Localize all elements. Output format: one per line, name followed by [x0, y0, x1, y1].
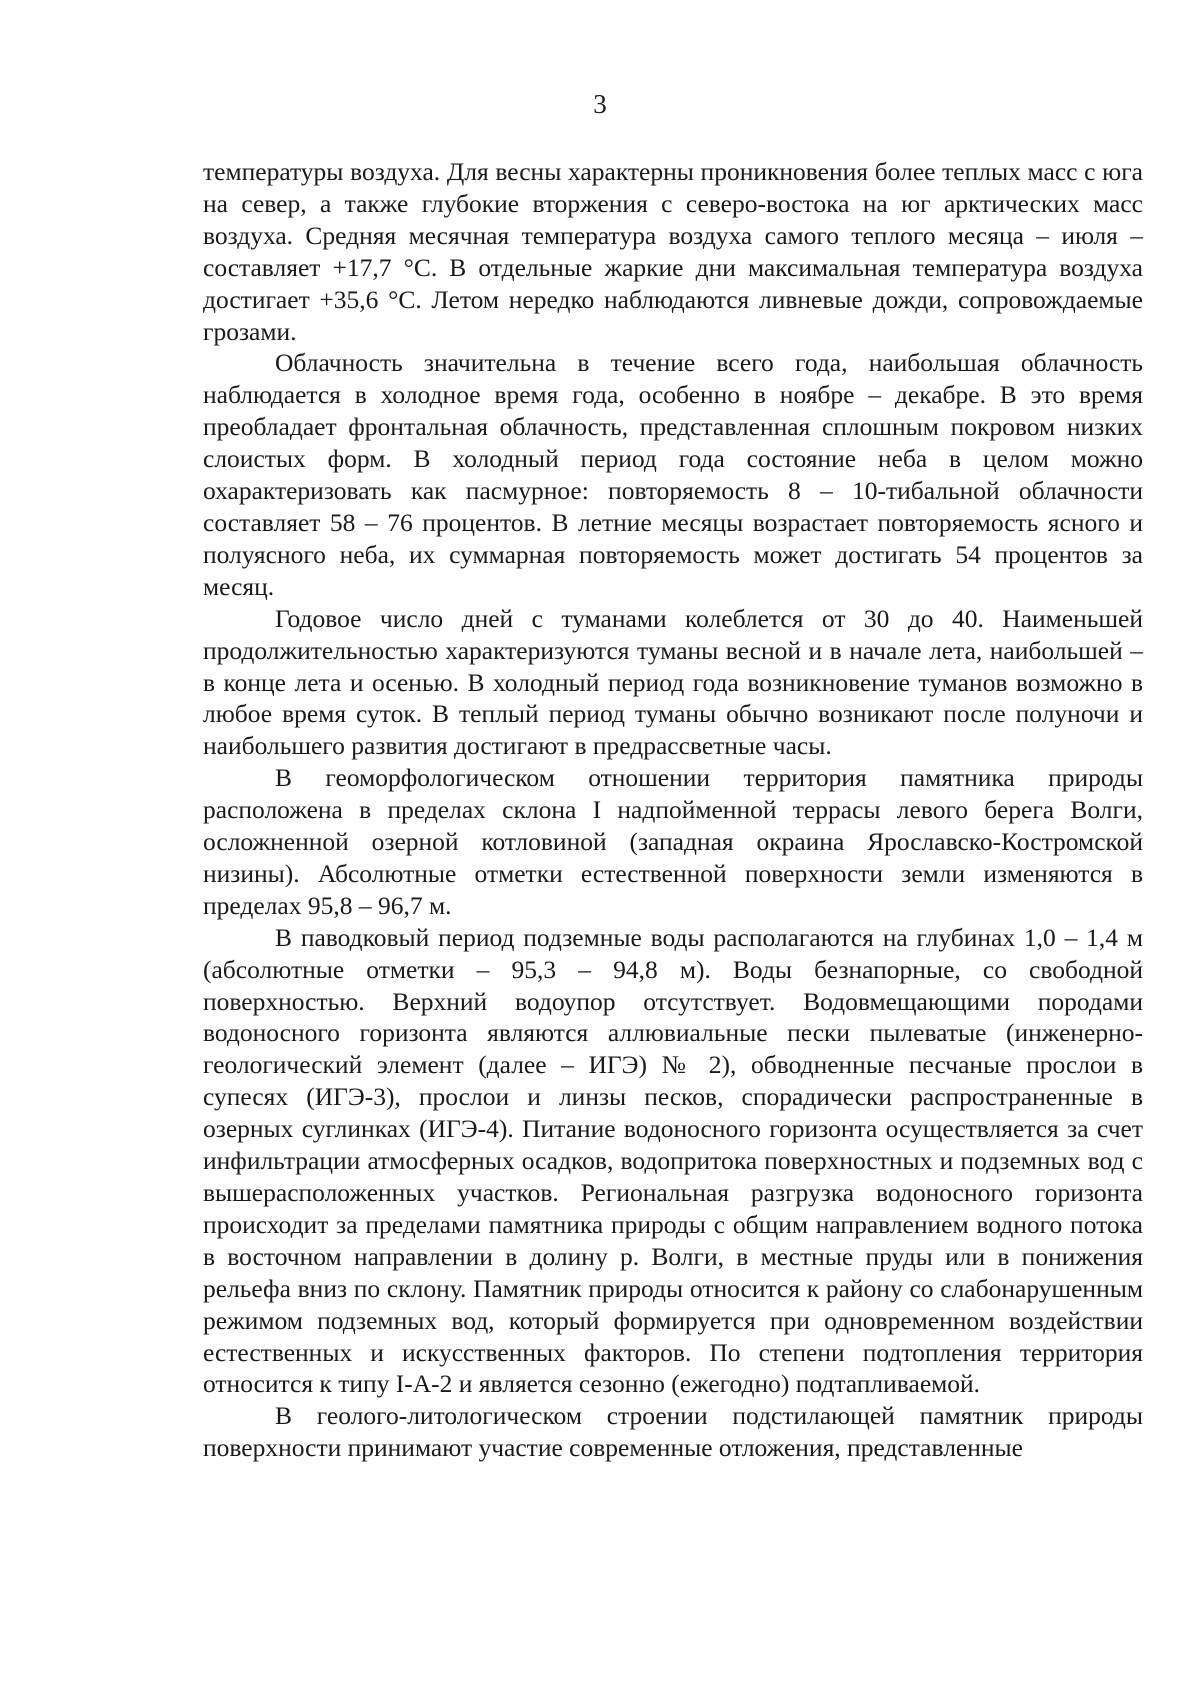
page-number: 3	[593, 89, 607, 119]
paragraph-groundwater: В паводковый период подземные воды располагаются на глубинах 1,0 – 1,4 м (абсолютные отметки – 95,3 – 94,8 м). Воды безнапорные, со свободной поверхностью. Верхний водоупор отсутствует. Водовмещающими породами водоносного горизонта являются аллювиальные пески пылеватые (инженерно-геологический элемент (далее – ИГЭ) № 2), обводненные песчаные прослои в супесях (ИГЭ-3), прослои и линзы песков, спорадически распространенные в озерных суглинках (ИГЭ-4). Питание водоносного горизонта осуществляется за счет инфильтрации атмосферных осадков, водопритока поверхностных и подземных вод с вышерасположенных участков. Региональная разгрузка водоносного горизонта происходит за пределами памятника природы с общим направлением водного потока в восточном направлении в долину р. Волги, в местные пруды или в понижения рельефа вниз по склону. Памятник природы относится к району со слабонарушенным режимом подземных вод, который формируется при одновременном воздействии естественных и искусственных факторов. По степени подтопления территория относится к типу I-А-2 и является сезонно (ежегодно) подтапливаемой.	[203, 922, 1143, 1399]
paragraph-geomorphology: В геоморфологическом отношении территория памятника природы расположена в пределах склона I надпойменной террасы левого берега Волги, осложненной озерной котловиной (западная окраина Ярославско-Костромской низины). Абсолютные отметки естественной поверхности земли изменяются в пределах 95,8 – 96,7 м.	[203, 763, 1143, 920]
paragraph-fog: Годовое число дней с туманами колеблется от 30 до 40. Наименьшей продолжительностью характеризуются туманы весной и в начале лета, наибольшей – в конце лета и осенью. В холодный период года возникновение туманов возможно в любое время суток. В теплый период туманы обычно возникают после полуночи и наибольшего развития достигают в предрассветные часы.	[203, 603, 1143, 761]
body-text	[203, 156, 1143, 1464]
paragraph-geology: В геолого-литологическом строении подстилающей памятник природы поверхности принимают участие современные отложения, представленные	[203, 1401, 1143, 1463]
paragraph-air-temperature: температуры воздуха. Для весны характерны проникновения более теплых масс с юга на север, а также глубокие вторжения с северо-востока на юг арктических масс воздуха. Средняя месячная температура воздуха самого теплого месяца – июля – составляет +17,7 °С. В отдельные жаркие дни максимальная температура воздуха достигает +35,6 °С. Летом нередко наблюдаются ливневые дожди, сопровождаемые грозами.	[203, 157, 1143, 346]
paragraph-cloudiness: Облачность значительна в течение всего года, наибольшая облачность наблюдается в холодное время года, особенно в ноябре – декабре. В это время преобладает фронтальная облачность, представленная сплошным покровом низких слоистых форм. В холодный период года состояние неба в целом можно охарактеризовать как пасмурное: повторяемость 8 – 10-тибальной облачности составляет 58 – 76 процентов. В летние месяцы возрастает повторяемость ясного и полуясного неба, их суммарная повторяемость может достигать 54 процентов за месяц.	[203, 348, 1143, 601]
